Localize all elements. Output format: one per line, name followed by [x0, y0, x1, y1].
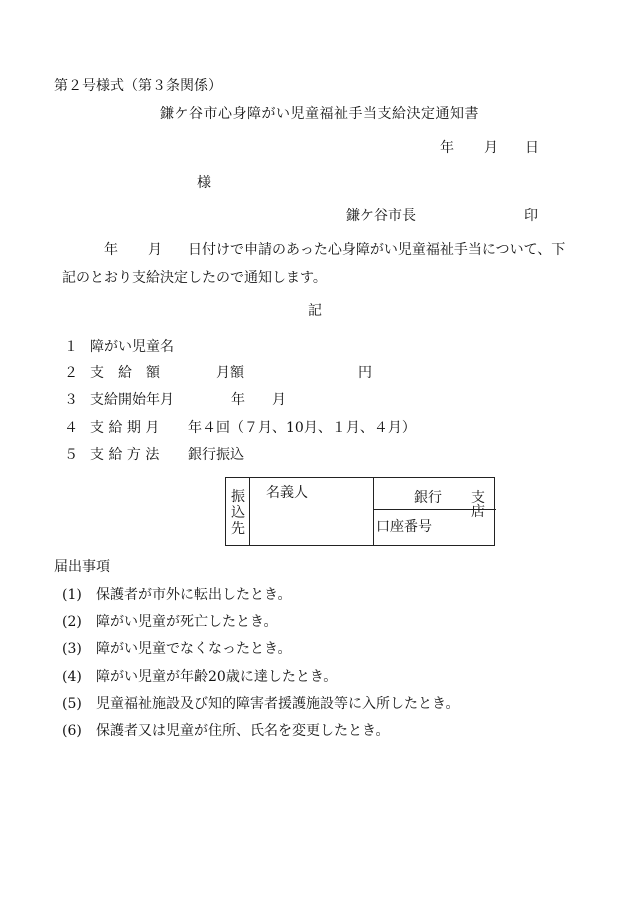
notification-number: (5)	[62, 696, 82, 712]
issuer-name: 鎌ケ谷市長	[346, 208, 416, 224]
item-number: ３	[64, 392, 78, 408]
notification-number: (6)	[62, 723, 82, 739]
notification-item: 障がい児童でなくなったとき。	[96, 641, 292, 657]
yen-label: 円	[358, 365, 372, 381]
monthly-amount-label: 月額	[216, 365, 244, 381]
notification-number: (4)	[62, 669, 82, 685]
transfer-side-char: 振	[231, 489, 245, 505]
notification-item: 障がい児童が年齢20歳に達したとき。	[96, 669, 338, 685]
transfer-side-char: 先	[231, 521, 245, 537]
body-month-label: 月	[148, 242, 162, 258]
account-number-label: 口座番号	[376, 519, 432, 535]
addressee-suffix: 様	[197, 175, 211, 191]
document-title: 鎌ケ谷市心身障がい児童福祉手当支給決定通知書	[160, 106, 479, 122]
notification-number: (2)	[62, 614, 82, 630]
notification-number: (3)	[62, 641, 82, 657]
body-text-line1: 日付けで申請のあった心身障がい児童福祉手当について、下	[188, 242, 566, 258]
transfer-side-char: 込	[231, 505, 245, 521]
bank-label: 銀行	[414, 490, 442, 506]
transfer-side-label	[226, 478, 250, 545]
item-label-payment-months: 支 給 期 月	[90, 420, 160, 436]
start-year-label: 年	[231, 392, 245, 408]
form-number: 第２号様式（第３条関係）	[54, 78, 222, 94]
notification-item: 障がい児童が死亡したとき。	[96, 614, 278, 630]
notification-item: 保護者又は児童が住所、氏名を変更したとき。	[96, 723, 390, 739]
notification-heading: 届出事項	[54, 559, 110, 575]
notification-number: (1)	[62, 587, 82, 603]
seal-mark: 印	[524, 208, 538, 224]
account-holder-label: 名義人	[266, 485, 308, 501]
branch-label: 支店	[471, 490, 485, 520]
date-month-label: 月	[484, 140, 498, 156]
payment-method-text: 銀行振込	[188, 447, 244, 463]
item-number: ２	[64, 365, 78, 381]
item-number: ４	[64, 420, 78, 436]
body-year-label: 年	[104, 242, 118, 258]
transfer-destination-table	[225, 477, 495, 546]
item-number: １	[64, 339, 78, 355]
notification-item: 保護者が市外に転出したとき。	[96, 587, 292, 603]
item-label-payment-method: 支 給 方 法	[90, 447, 160, 463]
item-label-child-name: 障がい児童名	[90, 339, 174, 355]
item-label-amount: 支 給 額	[90, 365, 160, 381]
date-day-label: 日	[525, 140, 539, 156]
item-number: ５	[64, 447, 78, 463]
item-label-start-month: 支給開始年月	[90, 392, 174, 408]
ki-heading: 記	[308, 303, 322, 319]
body-text-line2: 記のとおり支給決定したので通知します。	[62, 270, 327, 286]
payment-period-text: 年４回（７月、10月、１月、４月）	[188, 420, 416, 436]
start-month-label: 月	[272, 392, 286, 408]
date-year-label: 年	[440, 140, 454, 156]
notification-item: 児童福祉施設及び知的障害者援護施設等に入所したとき。	[96, 696, 460, 712]
